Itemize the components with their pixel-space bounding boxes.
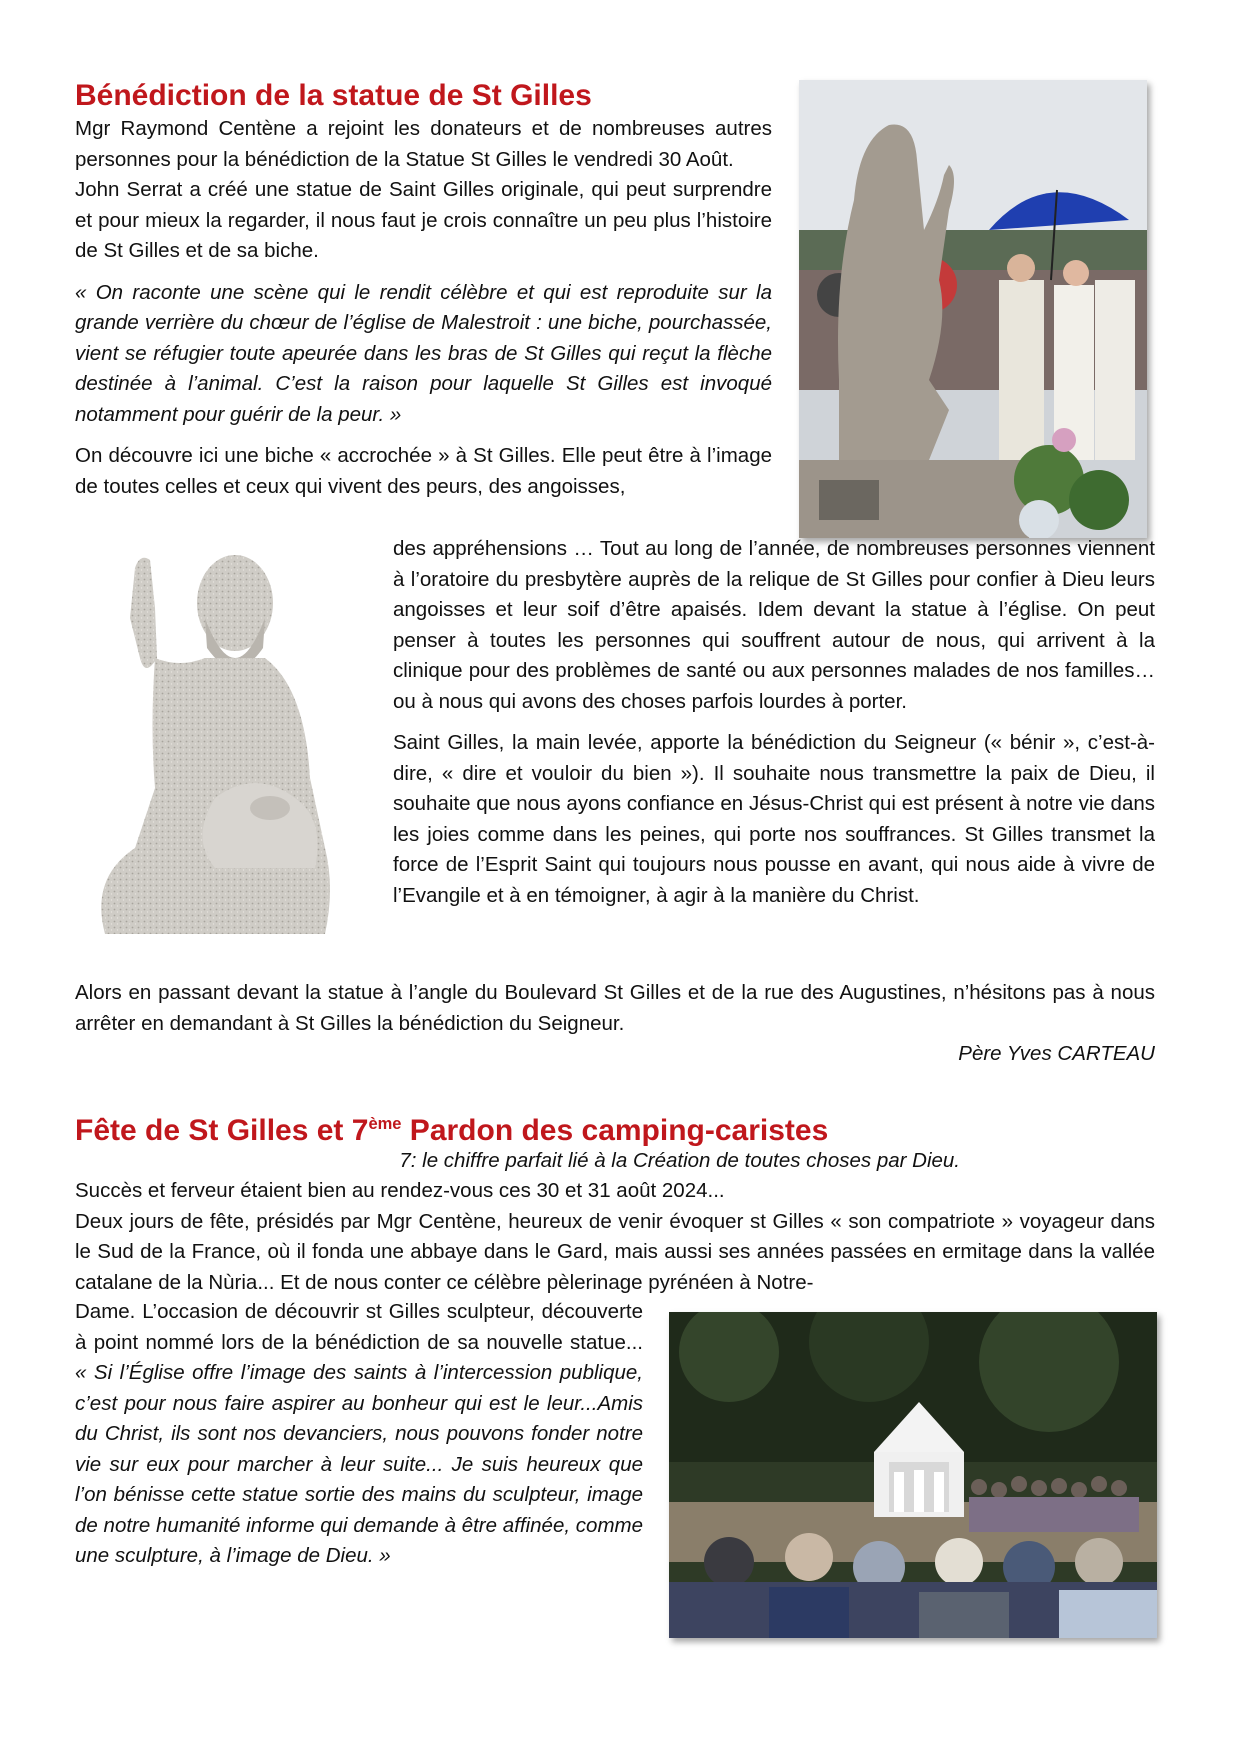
article2-paragraph-2: Deux jours de fête, présidés par Mgr Centène, heureux de venir évoquer st Gilles « son compatriote » voyageur dans le Sud de la France, où il fonda une abbaye dans le Gard, mais aussi ses années passées en ermitage dans la vallée catalane de la Nùria... Et de nous conter ce célèbre pèlerinage pyrénéen à Notre- — [75, 1209, 1155, 1294]
article1-paragraph-2: John Serrat a créé une statue de Saint Gilles originale, qui peut surprendre et pour mieux la regarder, il nous faut je crois connaître un peu plus l’histoire de St Gilles et de sa biche. — [75, 178, 772, 262]
article1-intro — [75, 114, 772, 502]
article2-title-end: Pardon des camping-caristes — [401, 1114, 829, 1147]
article1-conclusion — [75, 978, 1155, 1070]
article1-paragraph-3a: On découvre ici une biche « accrochée » à St Gilles. Elle peut être à l’image de toutes celles et ceux qui vivent des peurs, des angoisses, — [75, 444, 772, 498]
article2-quote: « Si l’Église offre l’image des saints à l’intercession publique, c’est pour nous faire aspirer au bonheur qui est le leur...Amis du Christ, ils sont nos devanciers, nous pouvons fonder notre vie sur eux pour marcher à leur suite... Je suis heureux que l’on bénisse cette statue sortie des mains du sculpteur, image de notre humanité informe qui demande à être affinée, comme une sculpture, à l’image de Dieu. » — [75, 1361, 643, 1567]
article1-paragraph-5: Alors en passant devant la statue à l’angle du Boulevard St Gilles et de la rue des Augustines, n’hésitons pas à nous arrêter en demandant à St Gilles la bénédiction du Seigneur. — [75, 981, 1155, 1035]
article2-paragraph-3-text: Dame. L’occasion de découvrir st Gilles sculpteur, découverte à point nommé lors de la bénédiction de sa nouvelle statue... — [75, 1300, 643, 1354]
article1-paragraph-4: Saint Gilles, la main levée, apporte la bénédiction du Seigneur (« bénir », c’est-à-dire, « dire et vouloir du bien »). Il souhaite nous transmettre la paix de Dieu, il souhaite que nous ayons confiance en Jésus-Christ qui est présent à notre vie dans les joies comme dans les peines, qui porte nos souffrances. St Gilles transmet la force de l’Esprit Saint qui toujours nous pousse en avant, qui nous aide à vivre de l’Evangile et à en témoigner, à agir à la manière du Christ. — [393, 731, 1155, 907]
article1-paragraph-1: Mgr Raymond Centène a rejoint les donateurs et de nombreuses autres personnes pour la bénédiction de la Statue St Gilles le vendredi 30 Août. — [75, 117, 772, 171]
article1-paragraph-3b: des appréhensions … Tout au long de l’année, de nombreuses personnes viennent à l’oratoire du presbytère auprès de la relique de St Gilles pour confier à Dieu leurs angoisses et leur soif d’être apaisés. Idem devant la statue à l’église. On peut penser à toutes les personnes qui souffrent autour de nous, qui arrivent à la clinique pour des problèmes de santé ou aux personnes malades de nos familles… ou à nous qui avons des choses parfois lourdes à porter. — [393, 537, 1155, 713]
article2-intro — [75, 1176, 1155, 1298]
article2-title-start: Fête de St Gilles et 7 — [75, 1114, 369, 1147]
article2-title-superscript: ème — [368, 1115, 402, 1133]
article2-body — [75, 1297, 643, 1572]
article2-subtitle: 7: le chiffre parfait lié à la Création de toutes choses par Dieu. — [399, 1149, 960, 1172]
article2-title — [75, 1106, 828, 1149]
st-gilles-statue-image — [95, 548, 345, 934]
article2-paragraph-1: Succès et ferveur étaient bien au rendez-vous ces 30 et 31 août 2024... — [75, 1179, 725, 1202]
article1-title: Bénédiction de la statue de St Gilles — [75, 79, 592, 112]
outdoor-mass-photo — [669, 1312, 1157, 1638]
article1-signature: Père Yves CARTEAU — [958, 1042, 1155, 1065]
article1-quote: « On raconte une scène qui le rendit célèbre et qui est reproduite sur la grande verrière du chœur de l’église de Malestroit : une biche, pourchassée, vient se réfugier toute apeurée dans les bras de St Gilles qui reçut la flèche destinée à l’animal. C’est la raison pour laquelle St Gilles est invoqué notamment pour guérir de la peur. » — [75, 280, 772, 426]
article1-body-right — [393, 534, 1155, 911]
blessing-ceremony-photo — [799, 80, 1147, 538]
article2-paragraph-3 — [75, 1297, 643, 1572]
